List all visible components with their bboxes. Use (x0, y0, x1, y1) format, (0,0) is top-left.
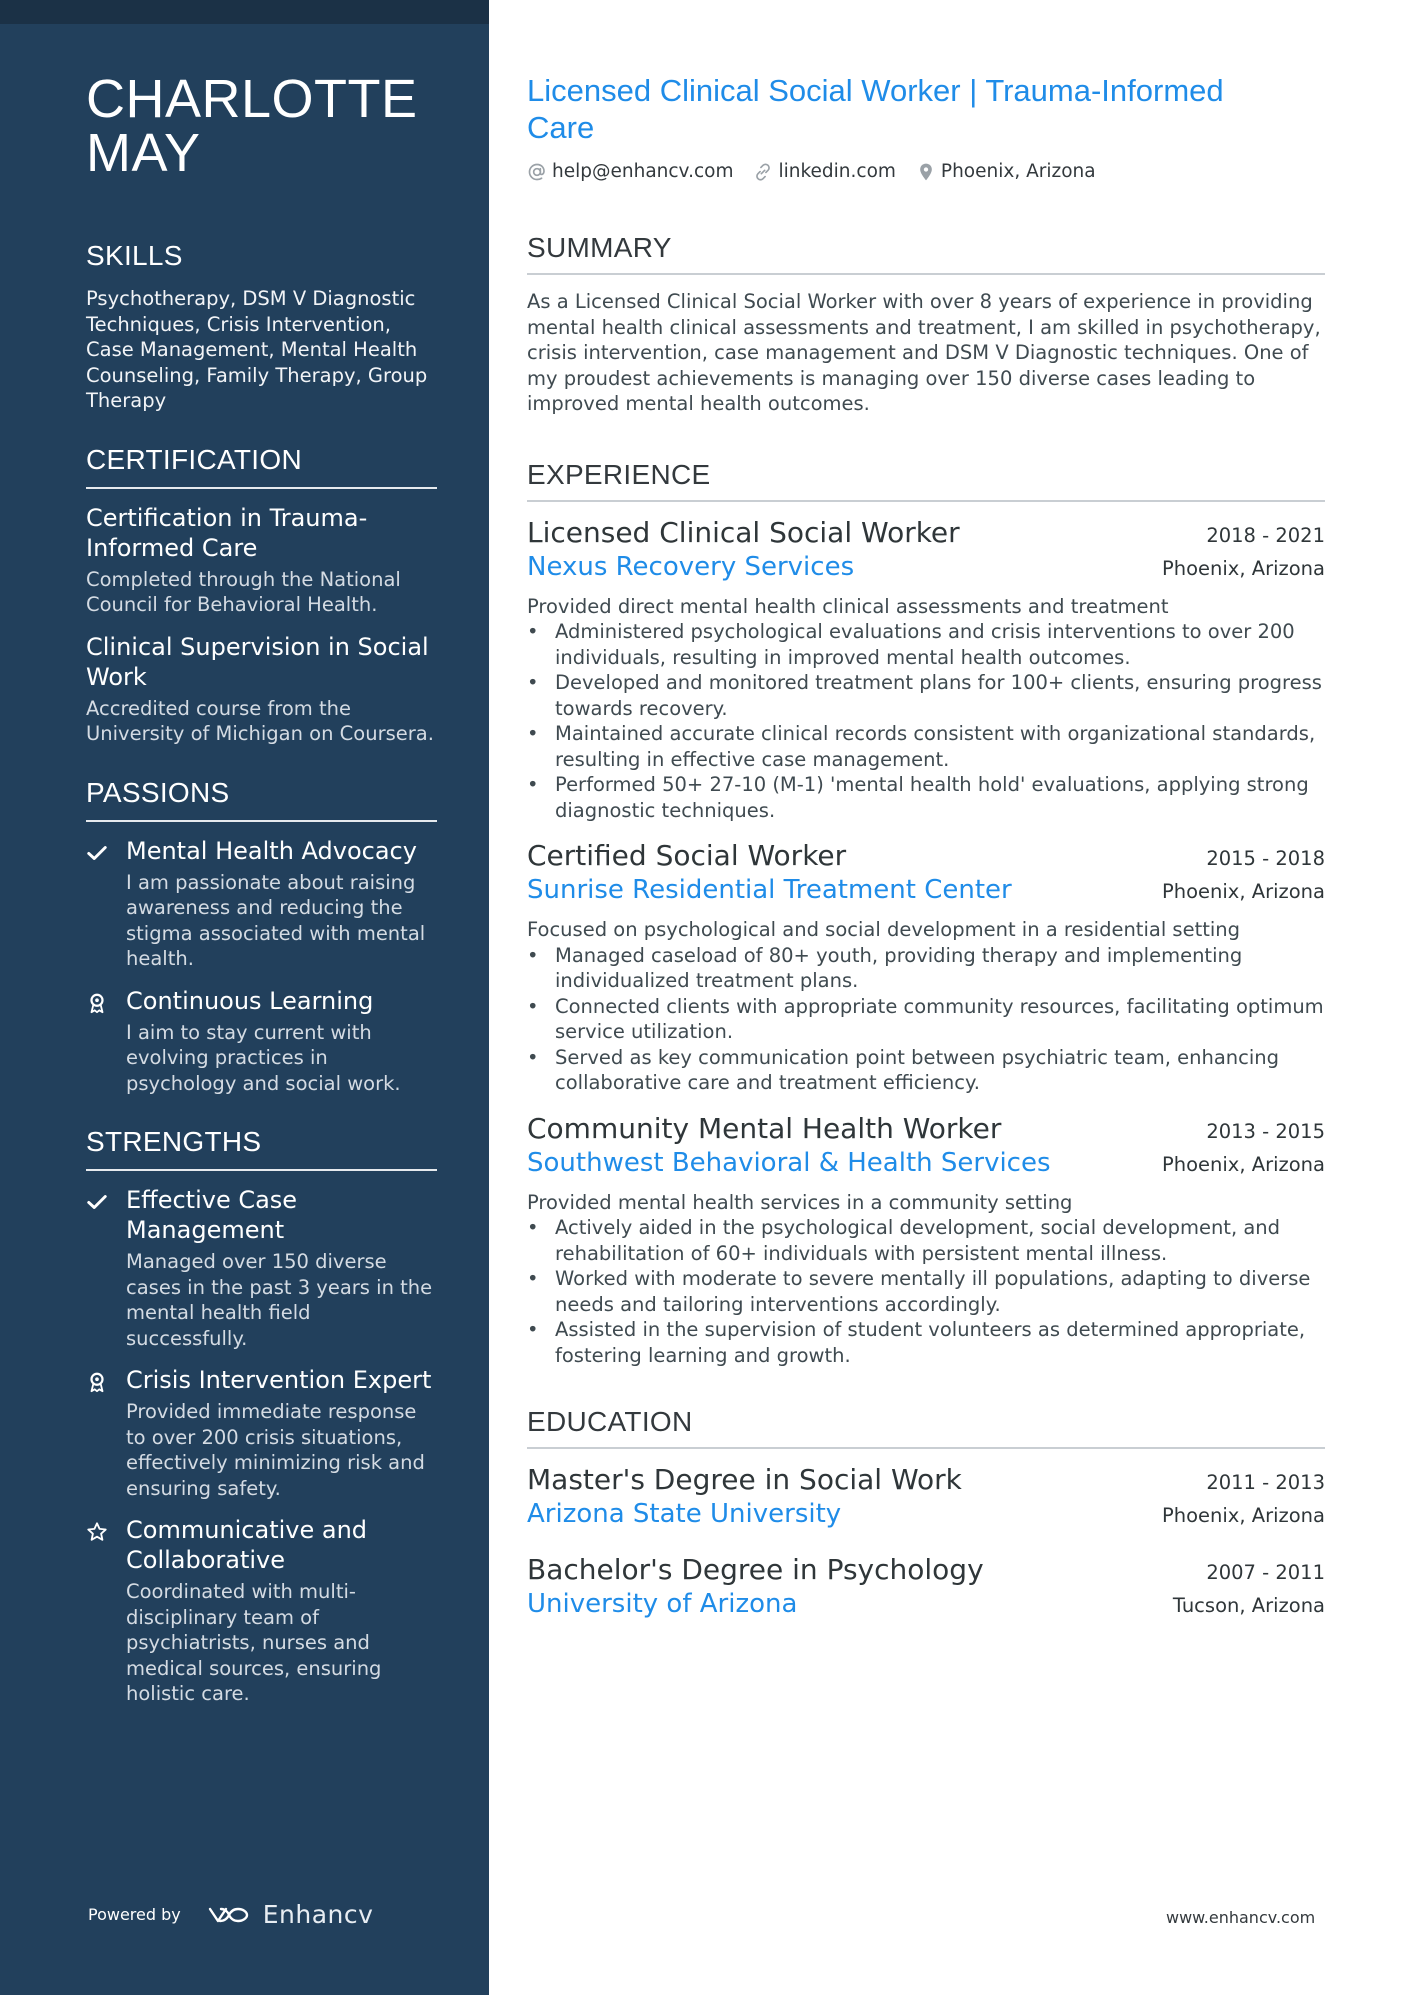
strengths-heading: STRENGTHS (86, 1126, 437, 1171)
job-bullet: • Performed 50+ 27-10 (M-1) 'mental health hold' evaluations, applying strong diagnostic techniques. (527, 772, 1325, 823)
job-entry (527, 516, 1325, 824)
passion-title: Mental Health Advocacy (126, 836, 417, 865)
school-location: Phoenix, Arizona (1161, 1504, 1325, 1527)
job-dates: 2015 - 2018 (1206, 847, 1325, 870)
education-dates: 2007 - 2011 (1206, 1561, 1325, 1584)
link-icon (753, 162, 773, 182)
contact-linkedin[interactable] (753, 161, 895, 182)
experience-section (527, 459, 1325, 1369)
school-name: University of Arizona (527, 1589, 798, 1619)
powered-by-label: Powered by (88, 1905, 181, 1924)
passion-item (86, 986, 437, 1097)
job-bullet: • Managed caseload of 80+ youth, providing therapy and implementing individualized treatment plans. (527, 943, 1325, 994)
cert-desc: Completed through the National Council for Behavioral Health. (86, 567, 401, 616)
contact-row (527, 161, 1325, 182)
school-location: Tucson, Arizona (1172, 1594, 1325, 1617)
check-icon (86, 836, 126, 864)
education-heading: EDUCATION (527, 1406, 1325, 1449)
certification-heading: CERTIFICATION (86, 444, 437, 489)
job-title: Community Mental Health Worker (527, 1111, 1002, 1145)
degree-title: Master's Degree in Social Work (527, 1463, 962, 1496)
education-dates: 2011 - 2013 (1206, 1471, 1325, 1494)
cert-item (86, 632, 437, 747)
job-entry (527, 839, 1325, 1096)
skills-section (86, 240, 437, 414)
job-description: Focused on psychological and social development in a residential setting (527, 918, 1241, 941)
candidate-name (86, 69, 437, 183)
job-bullet: • Maintained accurate clinical records consistent with organizational standards, resulting in effective case management. (527, 721, 1325, 772)
degree-title: Bachelor's Degree in Psychology (527, 1553, 984, 1586)
at-icon (527, 162, 547, 182)
job-description: Provided direct mental health clinical assessments and treatment (527, 594, 1169, 618)
location-pin-icon (916, 162, 936, 182)
award-ribbon-icon (86, 986, 126, 1014)
sidebar-top-strip (0, 0, 489, 24)
email-text: help@enhancv.com (552, 161, 734, 182)
summary-text: As a Licensed Clinical Social Worker with over 8 years of experience in providing mental health clinical assessments and treatment, I am skilled in psychotherapy, crisis intervention, case management and DSM V Diagnostic techniques. One of my proudest achievements is managing over 150 diverse cases leading to improved mental health outcomes. (527, 290, 1321, 415)
job-dates: 2018 - 2021 (1206, 523, 1325, 547)
enhancv-logo[interactable] (207, 1900, 374, 1929)
job-company: Nexus Recovery Services (527, 551, 855, 582)
strength-title: Communicative and Collaborative (126, 1516, 368, 1574)
certification-section (86, 444, 437, 747)
education-entry (527, 1553, 1325, 1621)
passion-title: Continuous Learning (126, 986, 374, 1015)
passions-heading: PASSIONS (86, 777, 437, 822)
passion-desc: I am passionate about raising awareness and reducing the stigma associated with mental health. (126, 870, 426, 970)
job-bullet: • Worked with moderate to severe mentally ill populations, adapting to diverse needs and tailoring interventions accordingly. (527, 1266, 1325, 1317)
job-bullets (527, 943, 1325, 1096)
job-dates: 2013 - 2015 (1206, 1119, 1325, 1143)
job-bullet: • Assisted in the supervision of student volunteers as determined appropriate, fostering learning and growth. (527, 1317, 1325, 1368)
check-icon (86, 1185, 126, 1213)
school-name: Arizona State University (527, 1499, 842, 1529)
resume-title: Licensed Clinical Social Worker | Trauma-Informed Care (527, 73, 1224, 145)
footer-url[interactable]: www.enhancv.com (1166, 1908, 1316, 1927)
experience-heading: EXPERIENCE (527, 459, 1325, 502)
contact-location (916, 161, 1096, 182)
linkedin-text: linkedin.com (778, 161, 896, 182)
sidebar (0, 0, 489, 1995)
summary-heading: SUMMARY (527, 232, 1325, 275)
enhancv-logo-icon (207, 1903, 253, 1927)
job-location: Phoenix, Arizona (1161, 880, 1325, 903)
skills-text: Psychotherapy, DSM V Diagnostic Techniques, Crisis Intervention, Case Management, Mental Health Counseling, Family Therapy, Group Therapy (86, 287, 428, 412)
cert-item (86, 503, 437, 618)
strengths-section (86, 1126, 437, 1707)
passion-item (86, 836, 437, 972)
strength-desc: Provided immediate response to over 200 crisis situations, effectively minimizing risk and ensuring safety. (126, 1400, 425, 1500)
job-bullet: • Administered psychological evaluations and crisis interventions to over 200 individuals, resulting in improved mental health outcomes. (527, 619, 1325, 670)
location-text: Phoenix, Arizona (940, 161, 1096, 182)
powered-by (88, 1900, 373, 1929)
job-bullets (527, 619, 1325, 823)
strength-item (86, 1185, 437, 1351)
job-description: Provided mental health services in a community setting (527, 1190, 1073, 1214)
star-icon (86, 1515, 126, 1543)
passions-section (86, 777, 437, 1097)
job-location: Phoenix, Arizona (1161, 556, 1325, 580)
award-ribbon-icon (86, 1365, 126, 1393)
job-company: Sunrise Residential Treatment Center (527, 875, 1012, 905)
cert-title: Clinical Supervision in Social Work (86, 632, 429, 691)
job-location: Phoenix, Arizona (1161, 1152, 1325, 1176)
education-entry (527, 1463, 1325, 1531)
strength-item (86, 1365, 437, 1501)
job-title: Licensed Clinical Social Worker (527, 515, 960, 549)
summary-section (527, 232, 1325, 417)
cert-title: Certification in Trauma-Informed Care (86, 503, 368, 562)
job-bullet: • Connected clients with appropriate community resources, facilitating optimum service utilization. (527, 994, 1325, 1045)
cert-desc: Accredited course from the University of Michigan on Coursera. (86, 696, 434, 745)
name-first: CHARLOTTE (86, 69, 418, 129)
job-bullet: • Served as key communication point between psychiatric team, enhancing collaborative care and treatment efficiency. (527, 1045, 1325, 1096)
education-section (527, 1406, 1325, 1621)
passion-desc: I aim to stay current with evolving practices in psychology and social work. (126, 1020, 401, 1095)
job-bullet: • Developed and monitored treatment plans for 100+ clients, ensuring progress towards recovery. (527, 670, 1325, 721)
strength-title: Crisis Intervention Expert (126, 1366, 432, 1394)
strength-item (86, 1515, 437, 1707)
job-company: Southwest Behavioral & Health Services (527, 1147, 1051, 1178)
strength-desc: Managed over 150 diverse cases in the past 3 years in the mental health field successfully. (126, 1250, 433, 1350)
job-entry (527, 1112, 1325, 1369)
strength-desc: Coordinated with multi-disciplinary team of psychiatrists, nurses and medical sources, ensuring holistic care. (126, 1580, 382, 1705)
job-bullet: • Actively aided in the psychological development, social development, and rehabilitation of 60+ individuals with persistent mental illness. (527, 1215, 1325, 1266)
job-title: Certified Social Worker (527, 839, 847, 872)
contact-email[interactable] (527, 161, 733, 182)
job-bullets (527, 1215, 1325, 1368)
name-last: MAY (86, 123, 201, 183)
enhancv-brand: Enhancv (262, 1900, 374, 1929)
main-content (527, 72, 1325, 1621)
skills-heading: SKILLS (86, 240, 183, 271)
strength-title: Effective Case Management (126, 1186, 298, 1244)
